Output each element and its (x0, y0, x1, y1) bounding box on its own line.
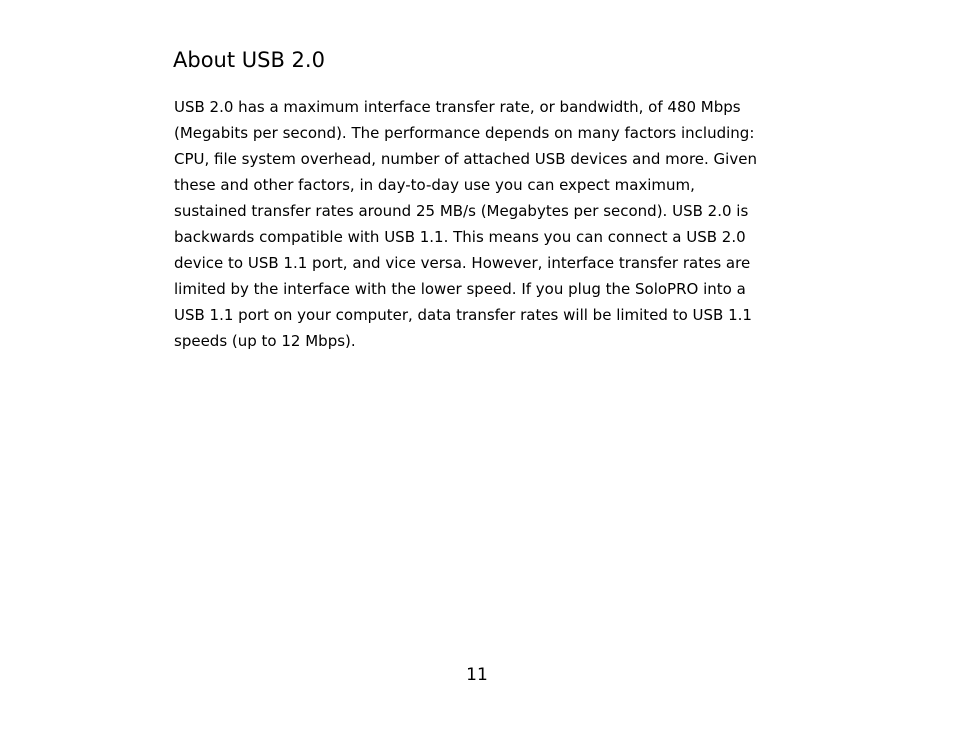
paragraph-line: USB 1.1 port on your computer, data transfer rates will be limited to USB 1.1 (174, 306, 752, 324)
paragraph-line: device to USB 1.1 port, and vice versa. However, interface transfer rates are (174, 254, 751, 272)
paragraph-line: sustained transfer rates around 25 MB/s (Megabytes per second). USB 2.0 is (174, 202, 749, 220)
paragraph-line: (Megabits per second). The performance depends on many factors including: (174, 124, 755, 142)
section-title: About USB 2.0 (173, 48, 325, 72)
paragraph-line: these and other factors, in day-to-day use you can expect maximum, (174, 176, 695, 194)
paragraph-line: speeds (up to 12 Mbps). (174, 332, 356, 350)
paragraph-line: CPU, file system overhead, number of attached USB devices and more. Given (174, 150, 757, 168)
paragraph-line: USB 2.0 has a maximum interface transfer rate, or bandwidth, of 480 Mbps (174, 98, 741, 116)
body-paragraph (174, 94, 834, 354)
page-number: 11 (466, 665, 488, 685)
paragraph-line: limited by the interface with the lower speed. If you plug the SoloPRO into a (174, 280, 746, 298)
paragraph-line: backwards compatible with USB 1.1. This means you can connect a USB 2.0 (174, 228, 746, 246)
